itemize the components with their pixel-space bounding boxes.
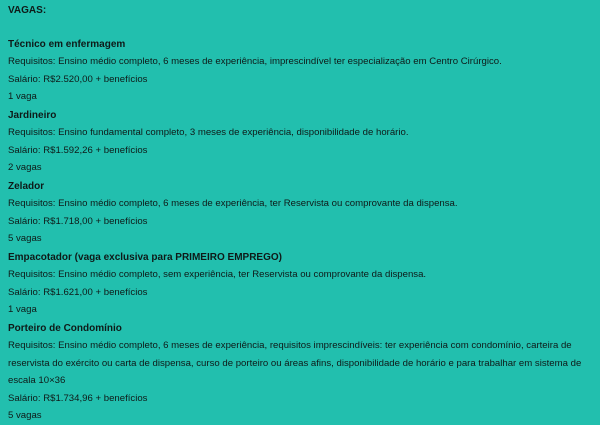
job-title: Técnico em enfermagem (8, 39, 126, 50)
job-openings: 5 vagas (8, 410, 42, 421)
job-title: Empacotador (vaga exclusiva para PRIMEIRO EMPREGO) (8, 252, 282, 263)
job-title: Zelador (8, 181, 45, 192)
job-openings: 1 vaga (8, 91, 37, 102)
job-requirements: Requisitos: Ensino médio completo, 6 meses de experiência, requisitos imprescindíveis: ter experiência com condomínio, carteira de reservista do exército ou carta de dispensa, curso de porteiro ou áreas afins, disponibilidade de horário e para trabalhar em sistema de escala 10×36 (8, 340, 582, 386)
job-posting (8, 320, 596, 425)
job-salary: Salário: R$1.592,26 + benefícios (8, 144, 148, 156)
job-openings: 5 vagas (8, 233, 42, 244)
job-requirements: Requisitos: Ensino médio completo, sem experiência, ter Reservista ou comprovante da dispensa. (8, 269, 427, 280)
job-requirements: Requisitos: Ensino fundamental completo, 3 meses de experiência, disponibilidade de horário. (8, 127, 409, 138)
job-openings: 2 vagas (8, 162, 42, 173)
job-posting (8, 178, 596, 248)
job-salary: Salário: R$1.621,00 + benefícios (8, 286, 148, 298)
job-salary: Salário: R$2.520,00 + benefícios (8, 73, 148, 85)
job-salary: Salário: R$1.718,00 + benefícios (8, 215, 148, 227)
job-title: Jardineiro (8, 110, 57, 121)
job-salary: Salário: R$1.734,96 + benefícios (8, 392, 148, 404)
job-requirements: Requisitos: Ensino médio completo, 6 meses de experiência, imprescindível ter especialização em Centro Cirúrgico. (8, 56, 502, 67)
job-openings: 1 vaga (8, 304, 37, 315)
job-posting (8, 249, 596, 319)
job-title: Porteiro de Condomínio (8, 323, 122, 334)
job-requirements: Requisitos: Ensino médio completo, 6 meses de experiência, ter Reservista ou comprovante da dispensa. (8, 198, 458, 209)
job-posting (8, 107, 596, 177)
page-heading: VAGAS: (8, 5, 47, 16)
job-posting (8, 36, 596, 106)
